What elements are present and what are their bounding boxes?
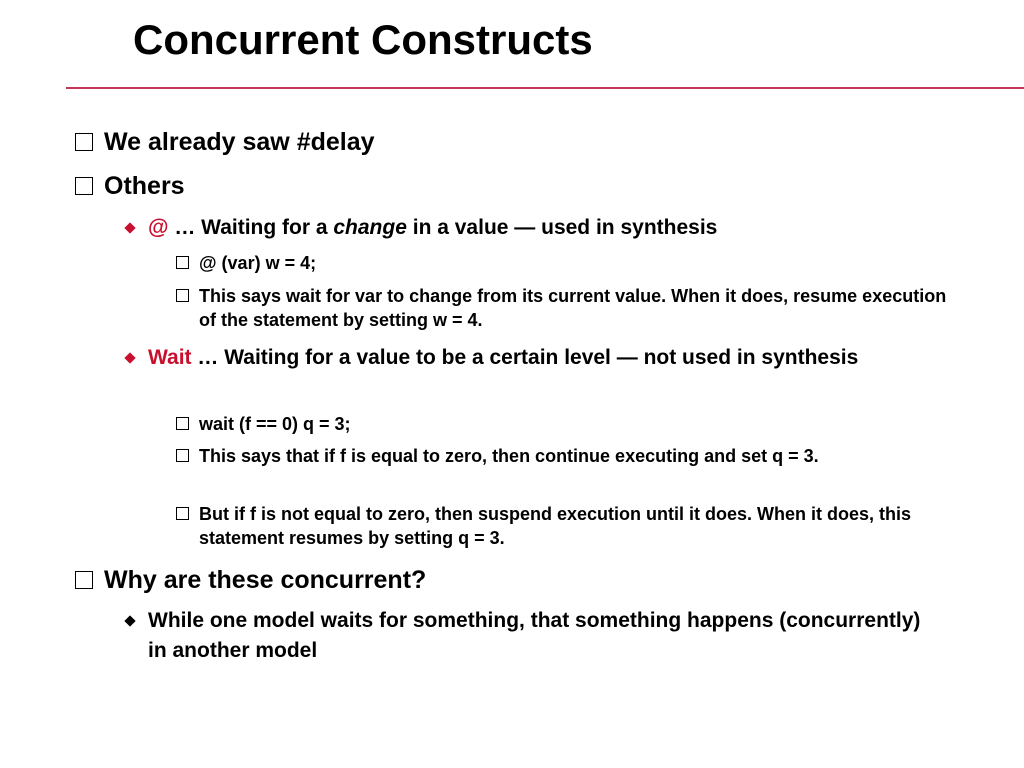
square-bullet-icon bbox=[176, 256, 189, 269]
bullet-text: While one model waits for something, that something happens (concurrently) in another model bbox=[148, 609, 921, 662]
diamond-bullet-icon bbox=[124, 615, 135, 626]
bullet-why-concurrent bbox=[75, 565, 1004, 595]
bullet-text: But if f is not equal to zero, then suspend execution until it does. When it does, this statement resumes by setting q = 3. bbox=[199, 504, 912, 548]
keyword-wait: Wait bbox=[148, 346, 192, 369]
square-bullet-icon bbox=[75, 571, 93, 589]
text-waiting-level: … Waiting for a value to be a certain level — not used in synthesis bbox=[191, 346, 859, 369]
keyword-at: @ bbox=[148, 216, 169, 239]
title-divider bbox=[66, 87, 1024, 89]
square-bullet-icon bbox=[176, 289, 189, 302]
bullet-at-construct bbox=[123, 213, 928, 243]
square-bullet-icon bbox=[176, 449, 189, 462]
diamond-bullet-icon bbox=[124, 352, 135, 363]
bullet-wait-suspend bbox=[176, 502, 914, 550]
square-bullet-icon bbox=[75, 177, 93, 195]
bullet-concurrency-explanation bbox=[123, 606, 923, 666]
square-bullet-icon bbox=[75, 133, 93, 151]
diamond-bullet-icon bbox=[124, 222, 135, 233]
bullet-text: @ (var) w = 4; bbox=[199, 253, 317, 273]
square-bullet-icon bbox=[176, 417, 189, 430]
text-waiting-for: … Waiting for a bbox=[168, 216, 334, 239]
bullet-wait-example-code bbox=[176, 412, 959, 436]
text-in-a-value: in a value — used in synthesis bbox=[406, 216, 718, 239]
bullet-text bbox=[148, 343, 908, 373]
slide-title: Concurrent Constructs bbox=[133, 16, 593, 63]
bullet-text: This says wait for var to change from its current value. When it does, resume execution of the statement by setting w = 4. bbox=[199, 286, 947, 330]
bullet-already-saw-delay bbox=[75, 127, 1004, 157]
bullet-text bbox=[148, 213, 928, 243]
bullet-wait-explanation bbox=[176, 444, 949, 468]
bullet-text: This says that if f is equal to zero, then continue executing and set q = 3. bbox=[199, 446, 819, 466]
bullet-wait-construct bbox=[123, 343, 908, 373]
bullet-at-example-code bbox=[176, 251, 959, 275]
bullet-text: Others bbox=[104, 172, 185, 200]
square-bullet-icon bbox=[176, 507, 189, 520]
bullet-others bbox=[75, 171, 1004, 201]
bullet-text: Why are these concurrent? bbox=[104, 566, 427, 594]
bullet-text: We already saw #delay bbox=[104, 128, 375, 156]
bullet-text: wait (f == 0) q = 3; bbox=[199, 414, 351, 434]
bullet-at-explanation bbox=[176, 284, 959, 332]
emphasis-change: change bbox=[333, 216, 407, 239]
